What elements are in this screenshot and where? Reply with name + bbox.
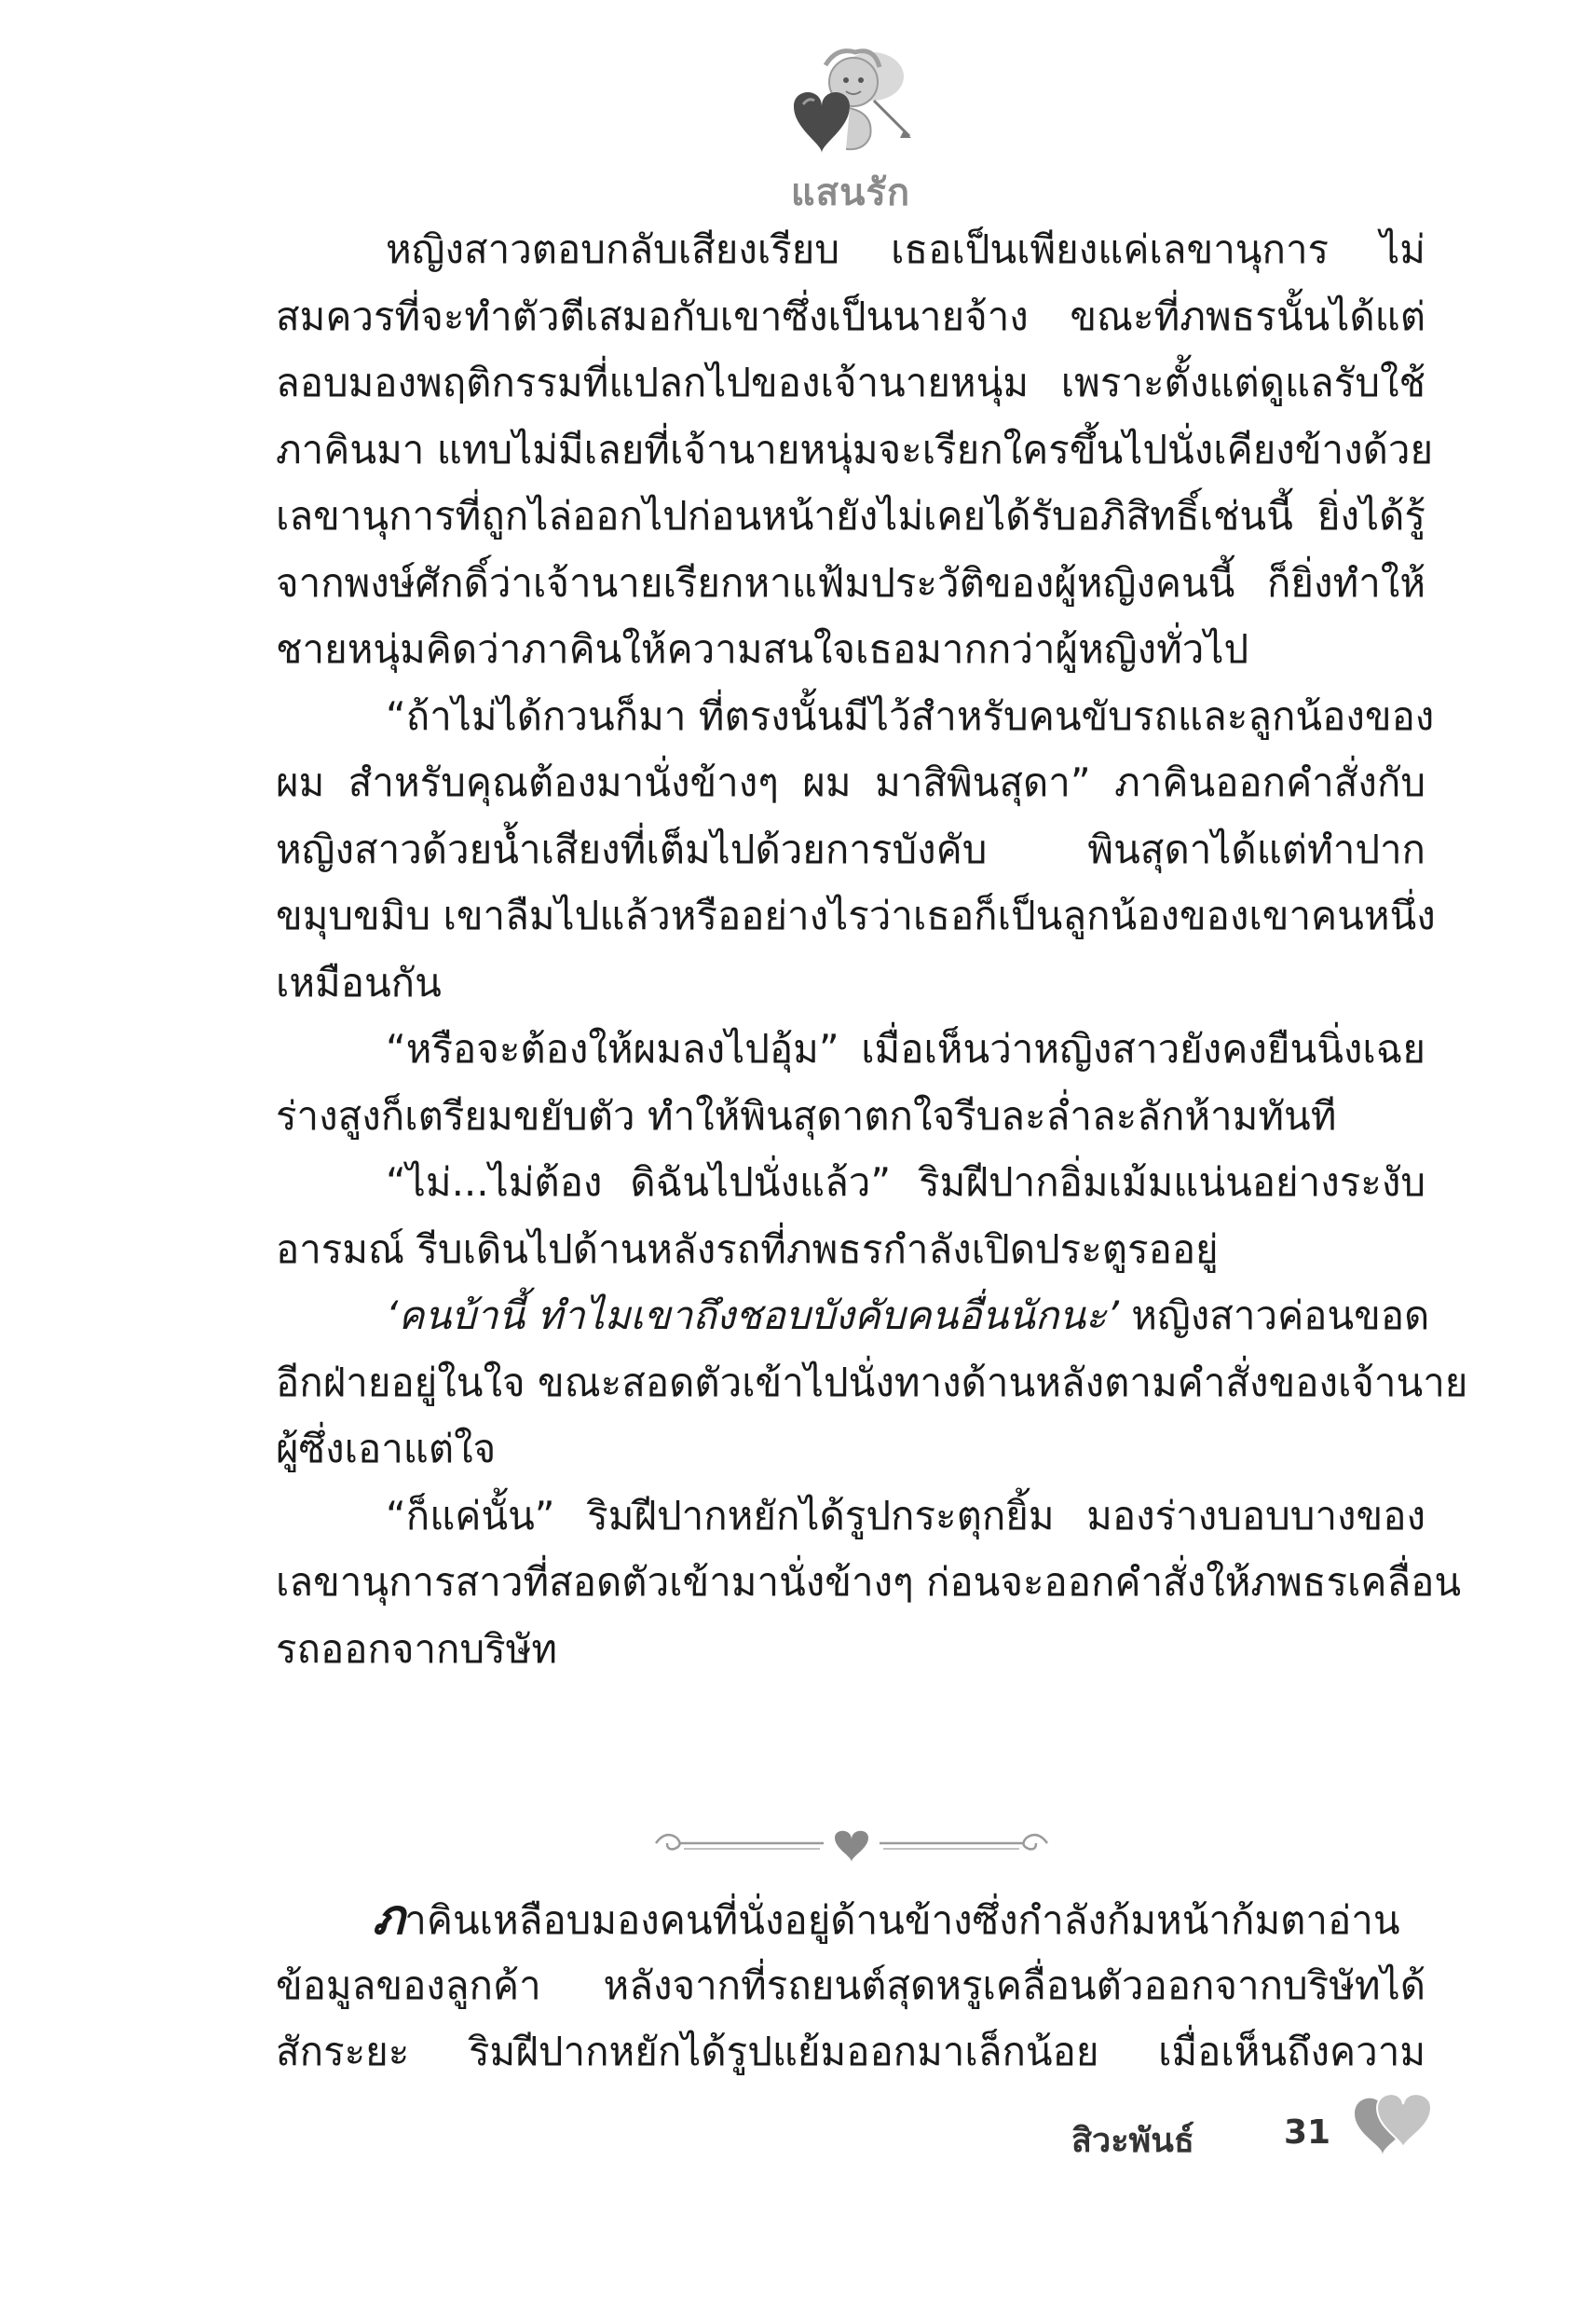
text-line: เลขานุการที่ถูกไล่ออกไปก่อนหน้ายังไม่เคยได้รับอภิสิทธิ์เช่นนี้ ยิ่งได้รู้ — [276, 493, 1425, 539]
drop-cap: ภ — [373, 1890, 405, 1946]
paragraph — [276, 1885, 1425, 2085]
text-line: ภาคินมา แทบไม่มีเลยที่เจ้านายหนุ่มจะเรียกใครขึ้นไปนั่งเคียงข้างด้วย — [276, 426, 1434, 472]
paragraph — [276, 1282, 1468, 1483]
text-line: สักระยะ ริมฝีปากหยักได้รูปแย้มออกมาเล็กน้อย เมื่อเห็นถึงความ — [276, 2029, 1425, 2074]
text-line: จากพงษ์ศักดิ์ว่าเจ้านายเรียกหาแฟ้มประวัติของผู้หญิงคนนี้ ก็ยิ่งทำให้ — [276, 559, 1425, 606]
text-line: รถออกจากบริษัท — [276, 1625, 558, 1672]
text-line: หญิงสาวด้วยน้ำเสียงที่เต็มไปด้วยการบังคับ พินสุดาได้แต่ทำปาก — [276, 826, 1425, 872]
text-line: ผม สำหรับคุณต้องมานั่งข้างๆ ผม มาสิพินสุดา” ภาคินออกคำสั่งกับ — [276, 759, 1425, 805]
paragraph — [276, 216, 1434, 683]
publisher-logo — [781, 39, 921, 216]
text-line: อีกฝ่ายอยู่ในใจ ขณะสอดตัวเข้าไปนั่งทางด้านหลังตามคำสั่งของเจ้านาย — [276, 1359, 1468, 1405]
text-line: อารมณ์ รีบเดินไปด้านหลังรถที่ภพธรกำลังเปิดประตูรออยู่ — [276, 1225, 1219, 1272]
text-line: สมควรที่จะทำตัวตีเสมอกับเขาซึ่งเป็นนายจ้าง ขณะที่ภพธรนั้นได้แต่ — [276, 293, 1425, 339]
text-span: าคินเหลือบมองคนที่นั่งอยู่ด้านข้างซึ่งกำลังก้มหน้าก้มตาอ่าน — [404, 1897, 1400, 1943]
text-line: ลอบมองพฤติกรรมที่แปลกไปของเจ้านายหนุ่ม เพราะตั้งแต่ดูแลรับใช้ — [276, 360, 1425, 405]
text-line: “หรือจะต้องให้ผมลงไปอุ้ม” เมื่อเห็นว่าหญิงสาวยังคงยืนนิ่งเฉย — [386, 1026, 1425, 1072]
text-line: ขมุบขมิบ เขาลืมไปแล้วหรืออย่างไรว่าเธอก็เป็นลูกน้องของเขาคนหนึ่ง — [276, 893, 1436, 938]
page-number: 31 — [1284, 2113, 1331, 2152]
text-line: ผู้ซึ่งเอาแต่ใจ — [276, 1426, 497, 1471]
text-line: ชายหนุ่มคิดว่าภาคินให้ความสนใจเธอมากกว่าผู้หญิงทั่วไป — [276, 626, 1249, 672]
double-heart-icon — [1345, 2080, 1439, 2164]
text-line: เหมือนกัน — [276, 959, 442, 1005]
inner-thought: ‘คนบ้านี้ ทำไมเขาถึงชอบบังคับคนอื่นนักนะ’ — [386, 1292, 1119, 1338]
paragraph — [276, 1016, 1425, 1149]
cupid-heart-icon — [781, 39, 921, 170]
text-span: หญิงสาวค่อนขอด — [1118, 1292, 1430, 1338]
text-line — [276, 1885, 1425, 1952]
running-footer-title: สิวะพันธ์ — [1071, 2122, 1194, 2160]
chapter-body — [276, 216, 1468, 1682]
text-line: เลขานุการสาวที่สอดตัวเข้ามานั่งข้างๆ ก่อนจะออกคำสั่งให้ภพธรเคลื่อน — [276, 1559, 1462, 1605]
paragraph — [276, 1149, 1425, 1282]
text-line: ข้อมูลของลูกค้า หลังจากที่รถยนต์สุดหรูเคลื่อนตัวออกจากบริษัทได้ — [276, 1962, 1425, 2008]
text-line: “ไม่...ไม่ต้อง ดิฉันไปนั่งแล้ว” ริมฝีปากอิ่มเม้มแน่นอย่างระงับ — [386, 1159, 1425, 1205]
text-line: “ถ้าไม่ได้กวนก็มา ที่ตรงนั้นมีไว้สำหรับคนขับรถและลูกน้องของ — [386, 692, 1435, 739]
text-line — [276, 1282, 1430, 1349]
paragraph — [276, 683, 1436, 1017]
text-line: “ก็แค่นั้น” ริมฝีปากหยักได้รูปกระตุกยิ้ม มองร่างบอบบางของ — [386, 1492, 1425, 1538]
paragraph — [276, 1483, 1462, 1683]
text-line: หญิงสาวตอบกลับเสียงเรียบ เธอเป็นเพียงแค่เลขานุการ ไม่ — [386, 226, 1425, 272]
chapter-body-section-2 — [276, 1885, 1425, 2085]
text-line: ร่างสูงก็เตรียมขยับตัว ทำให้พินสุดาตกใจรีบละล่ำละลักห้ามทันที — [276, 1092, 1337, 1139]
logo-text: แสนรัก — [790, 171, 911, 214]
heart-flourish-divider-icon — [647, 1817, 1057, 1869]
